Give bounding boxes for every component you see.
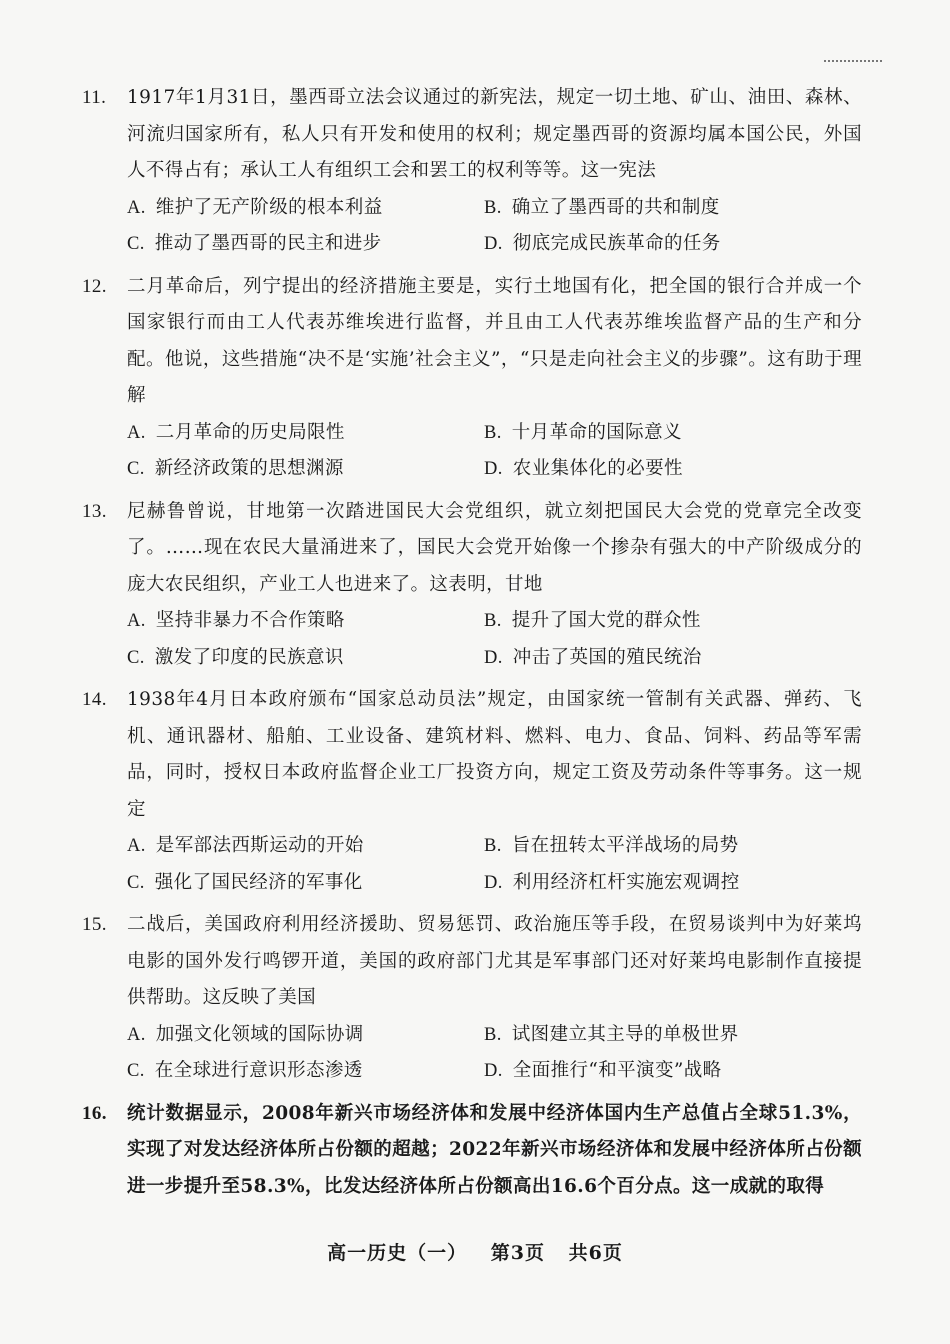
question-number: 13.: [82, 500, 107, 522]
option-c[interactable]: C. 新经济政策的思想渊源: [127, 458, 344, 479]
option-c[interactable]: C. 在全球进行意识形态渗透: [127, 1060, 363, 1081]
question-stem: [82, 682, 862, 828]
option-list: [82, 415, 862, 488]
option-a[interactable]: A. 坚持非暴力不合作策略: [127, 610, 345, 631]
footer-page-number: 第3页: [490, 1242, 545, 1264]
option-list: [82, 828, 862, 901]
question-list: [82, 80, 862, 1205]
question-11: [82, 80, 862, 263]
option-a[interactable]: A. 是军部法西斯运动的开始: [127, 835, 364, 856]
option-b[interactable]: B. 试图建立其主导的单极世界: [484, 1023, 739, 1045]
option-a[interactable]: A. 加强文化领域的国际协调: [127, 1023, 364, 1045]
question-number: 15.: [82, 914, 107, 935]
corner-mark: [824, 60, 882, 62]
question-number: 16.: [82, 1102, 107, 1124]
option-b[interactable]: B. 确立了墨西哥的共和制度: [484, 196, 720, 218]
option-d[interactable]: D. 农业集体化的必要性: [484, 458, 683, 479]
question-text: 尼赫鲁曾说，甘地第一次踏进国民大会党组织，就立刻把国民大会党的党章完全改变了。……现在农民大量涌进来了，国民大会党开始像一个掺杂有强大的中产阶级成分的庞大农民组织，产业工人也进来了。这表明，甘地: [127, 500, 862, 595]
question-14: [82, 682, 862, 901]
footer-subject: 高一历史（一）: [327, 1242, 468, 1264]
question-stem: [82, 269, 862, 415]
question-12: [82, 269, 862, 488]
option-d[interactable]: D. 全面推行“和平演变”战略: [484, 1060, 722, 1081]
question-number: 11.: [82, 87, 107, 108]
option-a[interactable]: A. 维护了无产阶级的根本利益: [127, 196, 383, 218]
option-b[interactable]: B. 提升了国大党的群众性: [484, 610, 701, 631]
option-list: [82, 190, 862, 263]
option-c[interactable]: C. 激发了印度的民族意识: [127, 646, 344, 668]
question-text: 统计数据显示，2008年新兴市场经济体和发展中经济体国内生产总值占全球51.3%，实现了对发达经济体所占份额的超越；2022年新兴市场经济体和发展中经济体所占份额进一步提升至58.3%，比发达经济体所占份额高出16.6个百分点。这一成就的取得: [127, 1102, 862, 1197]
question-text: 二战后，美国政府利用经济援助、贸易惩罚、政治施压等手段，在贸易谈判中为好莱坞电影的国外发行鸣锣开道，美国的政府部门尤其是军事部门还对好莱坞电影制作直接提供帮助。这反映了美国: [127, 914, 862, 1008]
page-footer: [0, 1238, 950, 1265]
question-text: 1917年1月31日，墨西哥立法会议通过的新宪法，规定一切土地、矿山、油田、森林、河流归国家所有，私人只有开发和使用的权利；规定墨西哥的资源均属本国公民，外国人不得占有；承认工人有组织工会和罢工的权利等等。这一宪法: [127, 87, 862, 181]
question-stem: [82, 494, 862, 604]
question-stem: [82, 907, 862, 1017]
option-d[interactable]: D. 利用经济杠杆实施宏观调控: [484, 871, 740, 893]
footer-total-pages: 共6页: [568, 1242, 623, 1264]
option-a[interactable]: A. 二月革命的历史局限性: [127, 421, 345, 443]
option-d[interactable]: D. 冲击了英国的殖民统治: [484, 646, 702, 668]
question-stem: [82, 80, 862, 190]
option-b[interactable]: B. 旨在扭转太平洋战场的局势: [484, 835, 739, 856]
question-number: 12.: [82, 275, 107, 297]
option-c[interactable]: C. 推动了墨西哥的民主和进步: [127, 233, 382, 254]
option-d[interactable]: D. 彻底完成民族革命的任务: [484, 233, 721, 254]
option-b[interactable]: B. 十月革命的国际意义: [484, 421, 682, 443]
option-c[interactable]: C. 强化了国民经济的军事化: [127, 871, 363, 893]
question-stem: [82, 1096, 862, 1206]
option-list: [82, 1017, 862, 1090]
question-13: [82, 494, 862, 677]
question-15: [82, 907, 862, 1090]
option-list: [82, 603, 862, 676]
question-text: 1938年4月日本政府颁布“国家总动员法”规定，由国家统一管制有关武器、弹药、飞机、通讯器材、船舶、工业设备、建筑材料、燃料、电力、食品、饲料、药品等军需品，同时，授权日本政府监督企业工厂投资方向，规定工资及劳动条件等事务。这一规定: [127, 689, 862, 820]
question-16: [82, 1096, 862, 1206]
question-number: 14.: [82, 689, 107, 710]
question-text: 二月革命后，列宁提出的经济措施主要是，实行土地国有化，把全国的银行合并成一个国家银行而由工人代表苏维埃进行监督，并且由工人代表苏维埃监督产品的生产和分配。他说，这些措施“决不是‘实施’社会主义”，“只是走向社会主义的步骤”。这有助于理解: [127, 275, 862, 406]
